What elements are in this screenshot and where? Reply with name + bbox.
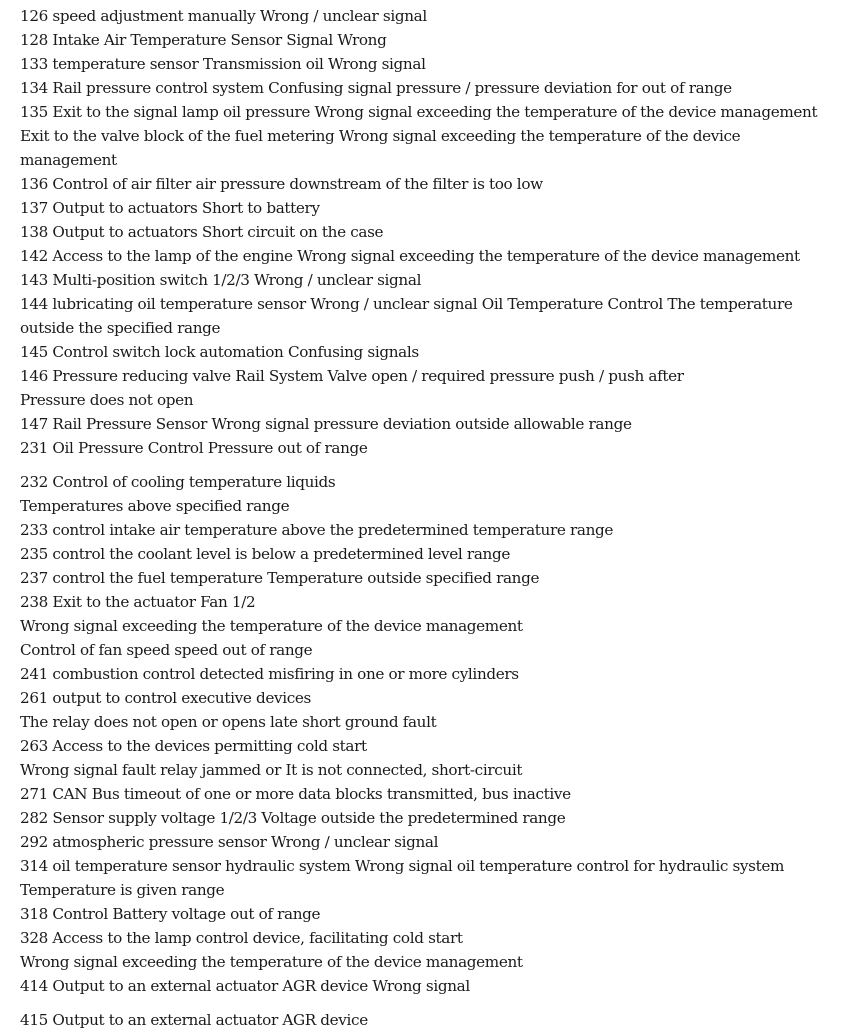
fault-line: 314 oil temperature sensor hydraulic system Wrong signal oil temperature control for hydraulic system [20, 857, 785, 875]
fault-line: The relay does not open or opens late short ground fault [20, 713, 437, 731]
fault-line: 137 Output to actuators Short to battery [20, 199, 320, 217]
fault-line: 318 Control Battery voltage out of range [20, 905, 321, 923]
fault-line: 414 Output to an external actuator AGR device Wrong signal [20, 977, 470, 995]
paragraph-gap [20, 460, 842, 470]
fault-line: 415 Output to an external actuator AGR device [20, 1011, 368, 1029]
fault-line: 235 control the coolant level is below a predetermined level range [20, 545, 510, 563]
fault-code-block-3 [20, 1008, 842, 1032]
fault-line: 133 temperature sensor Transmission oil Wrong signal [20, 55, 426, 73]
fault-code-document [20, 0, 842, 1032]
fault-line: Pressure does not open [20, 391, 194, 409]
fault-line: 143 Multi-position switch 1/2/3 Wrong / unclear signal [20, 271, 422, 289]
fault-line: outside the specified range [20, 319, 221, 337]
clipped-top-line [20, 0, 842, 4]
fault-line: 328 Access to the lamp control device, facilitating cold start [20, 929, 463, 947]
fault-line: 263 Access to the devices permitting cold start [20, 737, 367, 755]
fault-line: 292 atmospheric pressure sensor Wrong / unclear signal [20, 833, 439, 851]
fault-line: 237 control the fuel temperature Temperature outside specified range [20, 569, 540, 587]
fault-code-block-2 [20, 470, 842, 998]
fault-line: 144 lubricating oil temperature sensor Wrong / unclear signal Oil Temperature Control The temperature [20, 295, 793, 313]
fault-line: 231 Oil Pressure Control Pressure out of range [20, 439, 368, 457]
fault-code-block-1 [20, 4, 842, 460]
fault-line: Wrong signal exceeding the temperature of the device management [20, 617, 523, 635]
fault-line: 128 Intake Air Temperature Sensor Signal Wrong [20, 31, 387, 49]
fault-line: 134 Rail pressure control system Confusing signal pressure / pressure deviation for out of range [20, 79, 732, 97]
fault-line: Wrong signal fault relay jammed or It is not connected, short-circuit [20, 761, 523, 779]
clipped-top-line-text [20, 0, 718, 4]
fault-line: Temperature is given range [20, 881, 225, 899]
fault-line: 238 Exit to the actuator Fan 1/2 [20, 593, 256, 611]
fault-line: 241 combustion control detected misfiring in one or more cylinders [20, 665, 519, 683]
fault-line: 261 output to control executive devices [20, 689, 311, 707]
fault-line: Exit to the valve block of the fuel metering Wrong signal exceeding the temperature of the device [20, 127, 741, 145]
fault-line: management [20, 151, 117, 169]
paragraph-gap [20, 998, 842, 1008]
fault-line: 232 Control of cooling temperature liquids [20, 473, 336, 491]
fault-line: 135 Exit to the signal lamp oil pressure Wrong signal exceeding the temperature of the device management [20, 103, 818, 121]
fault-line: 136 Control of air filter air pressure downstream of the filter is too low [20, 175, 543, 193]
fault-line: 145 Control switch lock automation Confusing signals [20, 343, 419, 361]
fault-line: Wrong signal exceeding the temperature of the device management [20, 953, 523, 971]
fault-line: 147 Rail Pressure Sensor Wrong signal pressure deviation outside allowable range [20, 415, 632, 433]
fault-line: 233 control intake air temperature above the predetermined temperature range [20, 521, 614, 539]
fault-line: Temperatures above specified range [20, 497, 290, 515]
fault-line: 142 Access to the lamp of the engine Wrong signal exceeding the temperature of the device management [20, 247, 800, 265]
fault-line: 138 Output to actuators Short circuit on the case [20, 223, 384, 241]
fault-line: 126 speed adjustment manually Wrong / unclear signal [20, 7, 427, 25]
fault-line: Control of fan speed speed out of range [20, 641, 313, 659]
fault-line: 146 Pressure reducing valve Rail System Valve open / required pressure push / push after [20, 367, 684, 385]
fault-line: 282 Sensor supply voltage 1/2/3 Voltage outside the predetermined range [20, 809, 566, 827]
fault-line: 271 CAN Bus timeout of one or more data blocks transmitted, bus inactive [20, 785, 571, 803]
